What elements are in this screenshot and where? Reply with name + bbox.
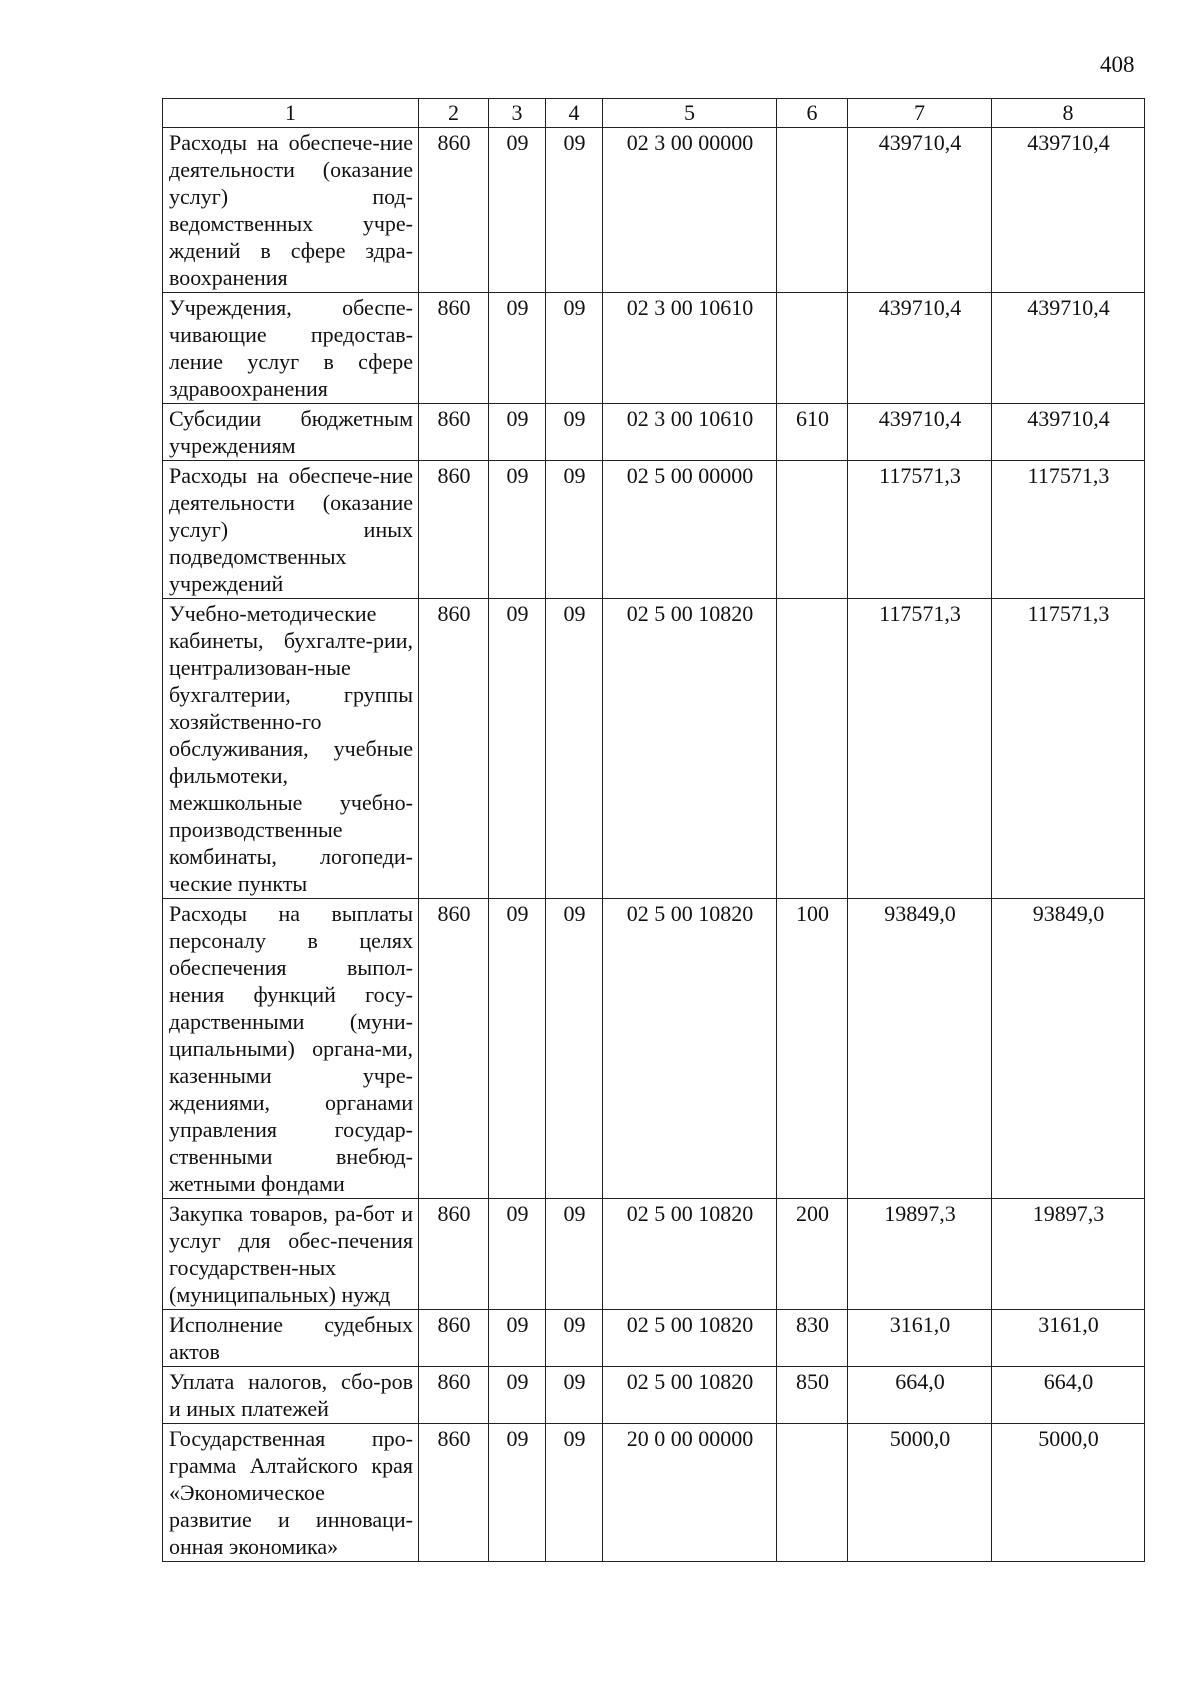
amount-year1: 664,0 <box>848 1367 992 1424</box>
table-row <box>163 1199 1145 1310</box>
subsection-code: 09 <box>546 599 603 899</box>
column-header: 8 <box>992 99 1145 128</box>
amount-year1: 93849,0 <box>848 899 992 1199</box>
subsection-code: 09 <box>546 293 603 404</box>
amount-year1: 19897,3 <box>848 1199 992 1310</box>
column-header: 6 <box>777 99 848 128</box>
amount-year2: 93849,0 <box>992 899 1145 1199</box>
column-header: 7 <box>848 99 992 128</box>
expense-name: Исполнение судебных актов <box>163 1310 419 1367</box>
expense-name: Государственная про-грамма Алтайского края «Экономическое развитие и инноваци-онная экономика» <box>163 1424 419 1562</box>
amount-year1: 5000,0 <box>848 1424 992 1562</box>
subsection-code: 09 <box>546 461 603 599</box>
subsection-code: 09 <box>546 899 603 1199</box>
column-number-row <box>163 99 1145 128</box>
expense-name: Уплата налогов, сбо-ров и иных платежей <box>163 1367 419 1424</box>
expense-type-code <box>777 128 848 293</box>
amount-year1: 439710,4 <box>848 293 992 404</box>
ministry-code: 860 <box>419 1424 489 1562</box>
ministry-code: 860 <box>419 293 489 404</box>
column-header: 5 <box>603 99 777 128</box>
column-header: 2 <box>419 99 489 128</box>
subsection-code: 09 <box>546 1199 603 1310</box>
expense-name: Учреждения, обеспе-чивающие предостав-ление услуг в сфере здравоохранения <box>163 293 419 404</box>
ministry-code: 860 <box>419 599 489 899</box>
section-code: 09 <box>489 1310 546 1367</box>
target-code: 02 3 00 10610 <box>603 404 777 461</box>
target-code: 02 5 00 10820 <box>603 1199 777 1310</box>
expense-name: Субсидии бюджетным учреждениям <box>163 404 419 461</box>
amount-year2: 19897,3 <box>992 1199 1145 1310</box>
expense-type-code <box>777 1424 848 1562</box>
amount-year1: 117571,3 <box>848 599 992 899</box>
target-code: 02 5 00 10820 <box>603 1310 777 1367</box>
ministry-code: 860 <box>419 128 489 293</box>
target-code: 02 3 00 00000 <box>603 128 777 293</box>
ministry-code: 860 <box>419 1367 489 1424</box>
column-header: 3 <box>489 99 546 128</box>
target-code: 20 0 00 00000 <box>603 1424 777 1562</box>
expense-type-code <box>777 599 848 899</box>
target-code: 02 5 00 10820 <box>603 899 777 1199</box>
expense-name: Закупка товаров, ра-бот и услуг для обес-печения государствен-ных (муниципальных) нужд <box>163 1199 419 1310</box>
amount-year1: 117571,3 <box>848 461 992 599</box>
subsection-code: 09 <box>546 128 603 293</box>
table-row <box>163 1424 1145 1562</box>
expense-type-code: 610 <box>777 404 848 461</box>
amount-year1: 439710,4 <box>848 128 992 293</box>
expense-type-code <box>777 461 848 599</box>
table-row <box>163 128 1145 293</box>
ministry-code: 860 <box>419 899 489 1199</box>
target-code: 02 3 00 10610 <box>603 293 777 404</box>
budget-table <box>162 98 1145 1562</box>
expense-type-code: 200 <box>777 1199 848 1310</box>
ministry-code: 860 <box>419 461 489 599</box>
subsection-code: 09 <box>546 1367 603 1424</box>
expense-type-code: 100 <box>777 899 848 1199</box>
column-header: 1 <box>163 99 419 128</box>
subsection-code: 09 <box>546 404 603 461</box>
amount-year2: 439710,4 <box>992 293 1145 404</box>
subsection-code: 09 <box>546 1424 603 1562</box>
ministry-code: 860 <box>419 404 489 461</box>
expense-name: Расходы на выплаты персоналу в целях обеспечения выпол-нения функций госу-дарственными (муни-ципальными) органа-ми, казенными учре-ждениями, органами управления государ-ственными внебюд-жетными фондами <box>163 899 419 1199</box>
table-row <box>163 899 1145 1199</box>
target-code: 02 5 00 10820 <box>603 1367 777 1424</box>
subsection-code: 09 <box>546 1310 603 1367</box>
section-code: 09 <box>489 899 546 1199</box>
table-row <box>163 599 1145 899</box>
amount-year1: 3161,0 <box>848 1310 992 1367</box>
ministry-code: 860 <box>419 1310 489 1367</box>
expense-name: Учебно-методические кабинеты, бухгалте-рии, централизован-ные бухгалтерии, группы хозяйственно-го обслуживания, учебные фильмотеки, межшкольные учебно-производственные комбинаты, логопеди-ческие пункты <box>163 599 419 899</box>
section-code: 09 <box>489 461 546 599</box>
amount-year2: 117571,3 <box>992 599 1145 899</box>
amount-year2: 664,0 <box>992 1367 1145 1424</box>
expense-name: Расходы на обеспече-ние деятельности (оказание услуг) иных подведомственных учреждений <box>163 461 419 599</box>
amount-year2: 439710,4 <box>992 404 1145 461</box>
amount-year2: 5000,0 <box>992 1424 1145 1562</box>
table-row <box>163 1310 1145 1367</box>
amount-year1: 439710,4 <box>848 404 992 461</box>
table-row <box>163 293 1145 404</box>
section-code: 09 <box>489 293 546 404</box>
table-row <box>163 1367 1145 1424</box>
expense-type-code: 850 <box>777 1367 848 1424</box>
expense-type-code: 830 <box>777 1310 848 1367</box>
table-row <box>163 404 1145 461</box>
amount-year2: 3161,0 <box>992 1310 1145 1367</box>
section-code: 09 <box>489 599 546 899</box>
amount-year2: 117571,3 <box>992 461 1145 599</box>
table-row <box>163 461 1145 599</box>
section-code: 09 <box>489 1199 546 1310</box>
expense-name: Расходы на обеспече-ние деятельности (оказание услуг) под-ведомственных учре-ждений в сфере здра-воохранения <box>163 128 419 293</box>
ministry-code: 860 <box>419 1199 489 1310</box>
page-number: 408 <box>1100 52 1135 77</box>
expense-type-code <box>777 293 848 404</box>
section-code: 09 <box>489 128 546 293</box>
target-code: 02 5 00 00000 <box>603 461 777 599</box>
section-code: 09 <box>489 404 546 461</box>
column-header: 4 <box>546 99 603 128</box>
amount-year2: 439710,4 <box>992 128 1145 293</box>
section-code: 09 <box>489 1367 546 1424</box>
target-code: 02 5 00 10820 <box>603 599 777 899</box>
section-code: 09 <box>489 1424 546 1562</box>
